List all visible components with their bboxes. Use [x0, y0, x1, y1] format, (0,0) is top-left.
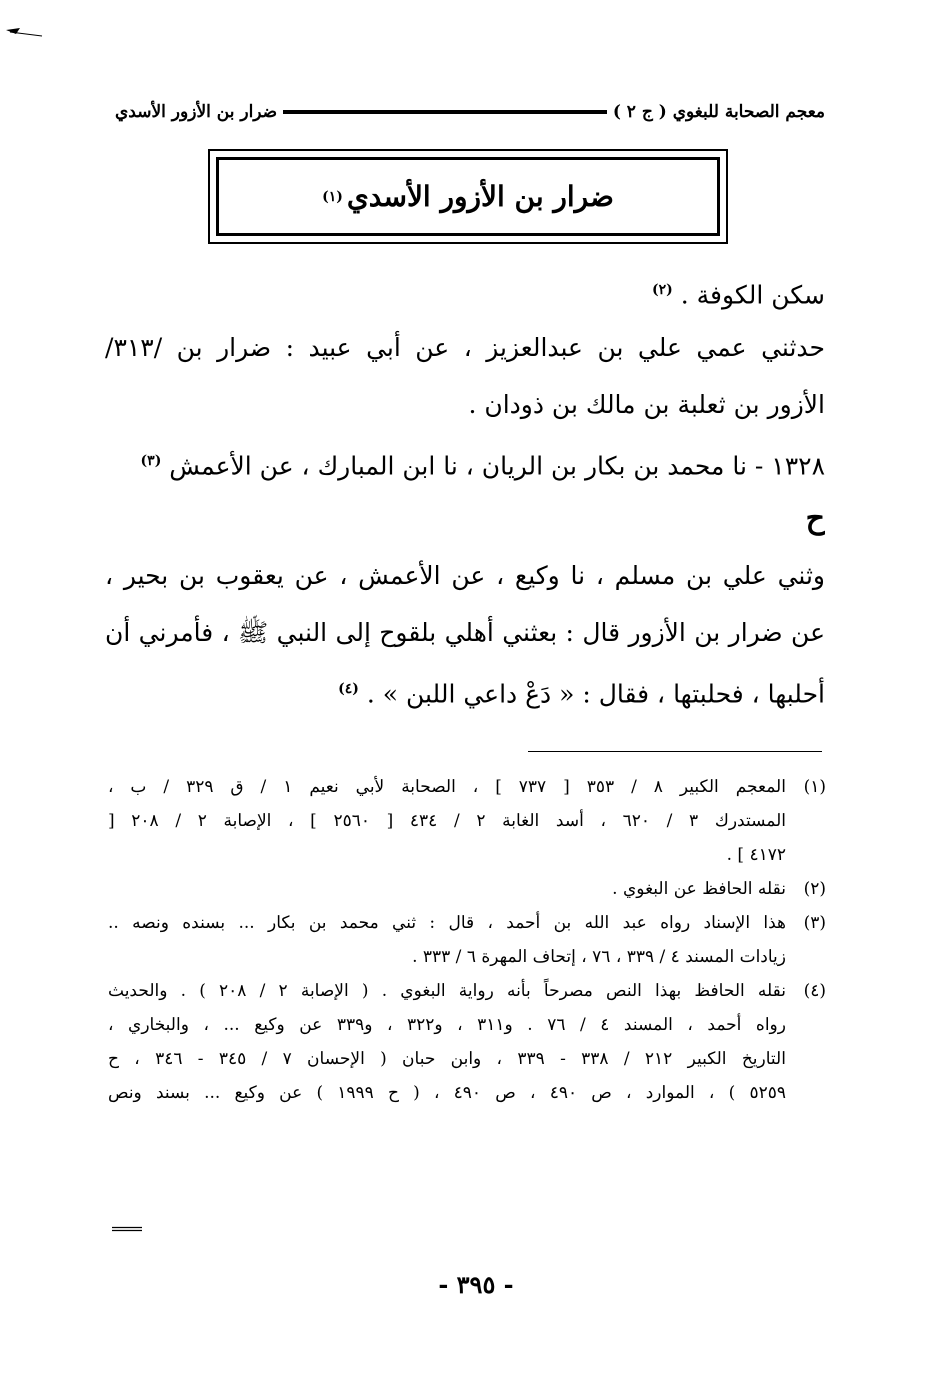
footnote-2 [108, 872, 826, 906]
footnote-line: نقله الحافظ عن البغوي . [612, 879, 786, 899]
entry-title-box [208, 149, 728, 244]
footnote-1 [108, 770, 826, 872]
footnote-line: هذا الإسناد رواه عبد الله بن أحمد ، قال : ثني محمد بن بكار ... بسنده ونصه .. [108, 913, 786, 933]
footnote-3 [108, 906, 826, 974]
footnote-ref: (٣) [140, 453, 162, 469]
text-line: حدثني عمي علي بن عبدالعزيز ، عن أبي عبيد : ضرار بن /٣١٣/ [105, 333, 825, 362]
footnote-line: المعجم الكبير ٨ / ٣٥٣ [ ٧٣٧ ] ، الصحابة لأبي نعيم ١ / ق ٣٢٩ / ب ، [108, 777, 786, 797]
footnote-4 [108, 974, 826, 1110]
entry-title-frame [216, 157, 720, 236]
footnote-line: زيادات المسند ٤ / ٣٣٩ ، ٧٦ ، إتحاف المهرة ٦ / ٣٣٣ . [412, 947, 786, 967]
footnote-number: (٢) [803, 879, 826, 899]
entry-title: ضرار بن الأزور الأسدي [346, 180, 614, 213]
text-line: عن ضرار بن الأزور قال : بعثني أهلي بلقوح إلى النبي ﷺ ، فأمرني أن [105, 618, 825, 647]
page-number: - ٣٩٥ - [438, 1270, 514, 1299]
footnote-line: نقله الحافظ بهذا النص مصرحاً بأنه رواية البغوي . ( الإصابة ٢ / ٢٠٨ ) . والحديث [108, 981, 786, 1001]
main-text [105, 262, 825, 718]
footnote-line: ٤١٧٢ ] . [726, 845, 786, 865]
footnote-ref: (٤) [338, 681, 359, 697]
footnote-ref: (٢) [652, 282, 673, 298]
continuation-mark [112, 1226, 142, 1232]
footnote-line: التاريخ الكبير ٢١٢ / ٣٣٨ - ٣٣٩ ، وابن حبان ( الإحسان ٧ / ٣٤٥ - ٣٤٦ ، ح [108, 1049, 786, 1069]
text-line: أحلبها ، فحلبتها ، فقال : « دَعْ داعي اللبن » . $^{(٤)}$ [338, 679, 825, 709]
text-line: الأزور بن ثعلبة بن مالك بن ذودان . [468, 390, 825, 419]
text-line: وثني علي بن مسلم ، نا وكيع ، عن الأعمش ، عن يعقوب بن بحير ، [105, 561, 825, 590]
footnote-line: المستدرك ٣ / ٦٢٠ ، أسد الغابة ٢ / ٤٣٤ [ ٢٥٦٠ ] ، الإصابة ٢ / ٢٠٨ [ [108, 811, 786, 831]
footnote-separator [528, 751, 822, 752]
footnote-number: (٤) [803, 981, 826, 1001]
header-book-title: معجم الصحابة للبغوي ( ج ٢ ) [612, 102, 825, 122]
header-entry-name: ضرار بن الأزور الأسدي [115, 102, 278, 122]
footnote-number: (١) [803, 777, 826, 797]
footnote-line: رواه أحمد ، المسند ٤ / ٧٦ . و٣١١ ، و٣٢٢ ، و٣٣٩ عن وكيع ... ، والبخاري ، [108, 1015, 786, 1035]
tahwil-mark: ح [805, 501, 825, 536]
footnote-number: (٣) [803, 913, 826, 933]
hadith-line: ١٣٢٨ - نا محمد بن بكار بن الريان ، نا ابن المبارك ، عن الأعمش $^{(٣)}$ [140, 451, 825, 481]
footnote-line: ٥٢٥٩ ) ، الموارد ، ص ٤٩٠ ، ص ٤٩٠ ، ( ح ١٩٩٩ ) عن وكيع ... بسند ونص [108, 1083, 786, 1103]
text-line: سكن الكوفة . $^{(٢)}$ [652, 280, 825, 310]
running-header [115, 97, 825, 127]
header-rule [283, 110, 607, 114]
title-footnote-ref: (١) [322, 188, 343, 205]
footnotes [108, 770, 826, 1110]
scan-corner-mark [6, 28, 44, 42]
